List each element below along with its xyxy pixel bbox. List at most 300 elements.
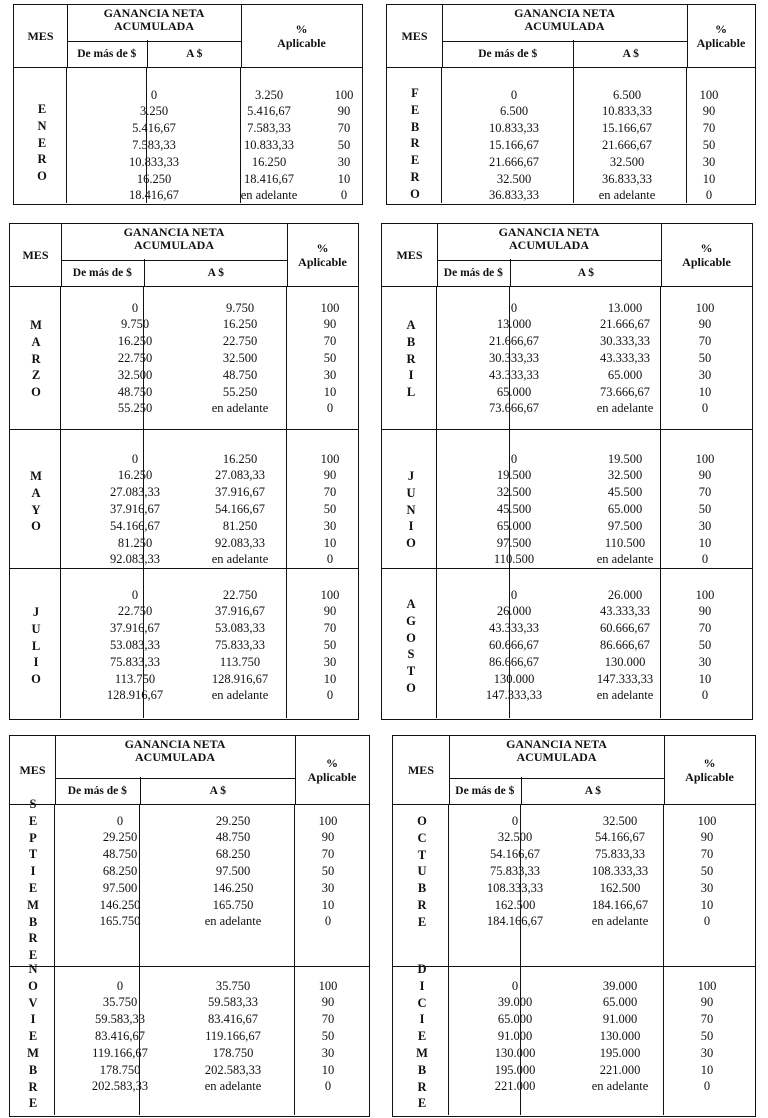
table-row [10, 913, 369, 930]
table-header [14, 5, 362, 68]
header-ganancia-title [437, 224, 661, 261]
porcentaje-value: 30 [323, 518, 337, 533]
hasta-value: en adelante [211, 401, 269, 416]
desde-value: 0 [511, 813, 519, 828]
table-row [10, 1028, 369, 1045]
header-mes: MES [10, 736, 56, 804]
desde-value: 75.833,33 [110, 654, 160, 669]
desde-value: 9.750 [120, 317, 150, 332]
ganancia-line1: GANANCIA NETA [514, 6, 615, 20]
desde-value: 19.500 [496, 468, 532, 483]
desde-value: 0 [150, 87, 158, 102]
month-letter: M [30, 469, 42, 483]
hasta-value: 5.416,67 [247, 104, 291, 119]
month-letter: T [406, 664, 416, 679]
porcentaje-value: 50 [323, 351, 337, 365]
porcentaje-value: 100 [699, 87, 719, 102]
desde-value: 81.250 [117, 535, 153, 550]
header-subcolumns [442, 40, 687, 67]
desde-value: 29.250 [102, 830, 138, 845]
tax-table [13, 4, 363, 205]
hasta-value: 37.916,67 [215, 604, 265, 619]
desde-value: 16.250 [117, 468, 153, 483]
pct-line2: Aplicable [685, 770, 734, 784]
header-ganancia [55, 736, 296, 804]
porcentaje-value: 10 [323, 384, 337, 399]
month-letter: B [417, 1062, 427, 1077]
header-mes: MES [382, 224, 438, 286]
porcentaje-value: 70 [698, 334, 712, 349]
porcentaje-value: 10 [323, 671, 337, 686]
hasta-value: en adelante [596, 688, 654, 703]
desde-value: 10.833,33 [129, 154, 179, 169]
porcentaje-value: 90 [321, 830, 335, 845]
month-letter: E [417, 1096, 427, 1111]
desde-value: 16.250 [117, 334, 153, 349]
table-row [14, 103, 362, 120]
table-row [382, 484, 752, 501]
desde-value: 162.500 [494, 897, 536, 912]
desde-value: 130.000 [494, 1045, 536, 1060]
desde-value: 130.000 [493, 671, 535, 686]
table-row [382, 501, 752, 518]
hasta-value: 10.833,33 [602, 104, 652, 119]
table-row [382, 316, 752, 333]
hasta-value: 75.833,33 [215, 638, 265, 652]
month-letter: E [28, 1096, 38, 1111]
table-row [393, 1078, 755, 1095]
tax-table [392, 735, 756, 1117]
month-letter: I [419, 1012, 425, 1027]
desde-value: 113.750 [114, 671, 156, 686]
table-row [382, 451, 752, 468]
porcentaje-value: 90 [323, 317, 337, 332]
hasta-value: 55.250 [222, 384, 258, 399]
hasta-value: 184.166,67 [591, 897, 649, 912]
table-row [10, 551, 358, 568]
month-letter: V [28, 995, 38, 1010]
hasta-value: 113.750 [219, 654, 261, 669]
hasta-value: 65.000 [607, 502, 643, 516]
desde-value: 75.833,33 [490, 864, 540, 878]
hasta-value: 54.166,67 [595, 830, 645, 845]
header-ganancia [61, 224, 288, 286]
table-row [10, 501, 358, 518]
porcentaje-value: 70 [321, 1012, 335, 1027]
month-letter: B [28, 914, 38, 929]
table-row [10, 1062, 369, 1079]
header-porcentaje [295, 736, 369, 804]
hasta-value: 39.000 [602, 978, 638, 993]
hasta-value: 54.166,67 [215, 502, 265, 516]
hasta-value: 92.083,33 [215, 535, 265, 550]
month-letter: E [28, 1029, 38, 1044]
month-letter: B [28, 1062, 38, 1077]
porcentaje-value: 70 [700, 1012, 714, 1027]
hasta-value: 86.666,67 [600, 638, 650, 652]
table-row [382, 367, 752, 384]
porcentaje-value: 30 [698, 654, 712, 669]
table-row [10, 518, 358, 535]
section-divider [10, 568, 358, 569]
hasta-value: 162.500 [599, 880, 641, 895]
month-letter: O [406, 680, 416, 695]
porcentaje-value: 90 [698, 317, 712, 332]
hasta-value: 16.250 [251, 154, 287, 169]
header-ganancia [442, 5, 688, 67]
porcentaje-value: 70 [702, 121, 716, 136]
hasta-value: 6.500 [612, 87, 642, 102]
porcentaje-value: 50 [700, 864, 714, 878]
header-desde: De más de $ [67, 40, 148, 67]
month-letter: E [410, 102, 420, 117]
desde-value: 119.166,67 [92, 1045, 148, 1060]
porcentaje-value: 100 [320, 300, 340, 315]
hasta-value: 178.750 [212, 1045, 254, 1060]
table-row [10, 333, 358, 350]
header-ganancia-title [61, 224, 287, 261]
pct-line1: % [703, 756, 716, 770]
porcentaje-value: 90 [698, 468, 712, 483]
porcentaje-value: 0 [703, 1079, 711, 1094]
desde-value: 15.166,67 [489, 138, 539, 152]
table-row [10, 671, 358, 688]
header-subcolumns [449, 777, 664, 804]
header-hasta: A $ [207, 266, 224, 279]
hasta-value: 48.750 [215, 830, 251, 845]
porcentaje-value: 90 [702, 104, 716, 119]
header-mes: MES [14, 5, 68, 67]
desde-value: 13.000 [496, 317, 532, 332]
header-porcentaje [287, 224, 358, 286]
desde-value: 45.500 [496, 502, 532, 516]
month-letter: R [31, 351, 41, 366]
table-row [10, 1045, 369, 1062]
porcentaje-value: 0 [326, 688, 334, 703]
month-letter: I [408, 368, 414, 383]
ganancia-line2: ACUMULADA [135, 750, 215, 764]
porcentaje-value: 30 [321, 1045, 335, 1060]
porcentaje-value: 50 [702, 138, 716, 152]
month-letter: O [417, 814, 427, 828]
pct-line2: Aplicable [298, 255, 347, 269]
desde-value: 97.500 [102, 880, 138, 895]
table-row [382, 637, 752, 654]
hasta-value: 195.000 [599, 1045, 641, 1060]
porcentaje-value: 70 [337, 121, 351, 136]
hasta-value: en adelante [596, 401, 654, 416]
section-divider [10, 429, 358, 430]
hasta-value: 18.416,67 [244, 171, 294, 186]
desde-value: 59.583,33 [95, 1012, 145, 1027]
desde-value: 0 [510, 587, 518, 602]
month-letter: R [410, 169, 420, 184]
desde-value: 5.416,67 [132, 121, 176, 136]
table-row [382, 620, 752, 637]
table-row [10, 846, 369, 863]
desde-value: 0 [511, 978, 519, 993]
porcentaje-value: 50 [698, 638, 712, 652]
hasta-value: 21.666,67 [602, 138, 652, 152]
hasta-value: 60.666,67 [600, 621, 650, 636]
desde-value: 32.500 [496, 171, 532, 186]
hasta-value: 32.500 [609, 154, 645, 169]
month-letter: A [31, 485, 41, 500]
table-row [14, 154, 362, 171]
hasta-value: 43.333,33 [600, 604, 650, 619]
porcentaje-value: 50 [321, 864, 335, 878]
table-row [393, 1045, 755, 1062]
table-header [10, 224, 358, 287]
hasta-value: 65.000 [602, 995, 638, 1010]
desde-value: 0 [510, 451, 518, 466]
header-ganancia-title [55, 736, 295, 779]
hasta-value: 16.250 [222, 317, 258, 332]
hasta-value: en adelante [204, 914, 262, 929]
table-row [14, 171, 362, 188]
desde-value: 108.333,33 [486, 880, 544, 895]
month-letter: B [410, 119, 420, 134]
month-letter: R [406, 351, 416, 366]
porcentaje-value: 10 [700, 897, 714, 912]
table-header [10, 736, 369, 805]
table-row [10, 1011, 369, 1028]
hasta-value: 32.500 [607, 468, 643, 483]
table-row [10, 897, 369, 914]
ganancia-line2: ACUMULADA [516, 750, 597, 764]
header-hasta: A $ [209, 784, 226, 797]
month-letter: M [27, 1045, 39, 1060]
porcentaje-value: 0 [326, 552, 334, 567]
porcentaje-value: 90 [700, 995, 714, 1010]
pct-line1: % [700, 241, 713, 255]
hasta-value: 53.083,33 [215, 621, 265, 636]
ganancia-line2: ACUMULADA [509, 238, 589, 252]
porcentaje-value: 50 [323, 638, 337, 652]
porcentaje-value: 90 [323, 604, 337, 619]
pct-line2: Aplicable [307, 770, 357, 784]
header-mes: MES [10, 224, 62, 286]
desde-value: 110.500 [493, 552, 535, 567]
porcentaje-value: 70 [321, 847, 335, 862]
hasta-value: 91.000 [602, 1012, 638, 1027]
table-row [387, 171, 755, 188]
table-row [387, 87, 755, 104]
desde-value: 48.750 [117, 384, 153, 399]
porcentaje-value: 30 [700, 1045, 714, 1060]
hasta-value: 19.500 [607, 451, 643, 466]
month-letter: N [37, 118, 47, 133]
porcentaje-value: 90 [698, 604, 712, 619]
table-row [10, 384, 358, 401]
tax-table [9, 735, 370, 1117]
hasta-value: en adelante [211, 552, 269, 567]
month-letter: R [37, 152, 47, 167]
desde-value: 6.500 [499, 104, 529, 119]
desde-value: 0 [131, 300, 139, 315]
header-mes: MES [387, 5, 443, 67]
table-row [10, 994, 369, 1011]
porcentaje-value: 10 [321, 1062, 335, 1077]
pct-line1: % [316, 241, 329, 255]
month-letter: C [417, 830, 427, 845]
hasta-value: 13.000 [607, 300, 643, 315]
desde-value: 221.000 [494, 1079, 536, 1094]
ganancia-line1: GANANCIA NETA [498, 225, 600, 239]
porcentaje-value: 0 [324, 914, 332, 929]
table-row [393, 846, 755, 863]
porcentaje-value: 0 [703, 914, 711, 929]
hasta-value: en adelante [240, 188, 298, 203]
table-row [10, 829, 369, 846]
desde-value: 165.750 [99, 914, 141, 929]
porcentaje-value: 70 [698, 485, 712, 500]
header-subcolumns [437, 259, 661, 286]
month-letter: A [406, 318, 416, 332]
header-desde: De más de $ [442, 40, 574, 67]
porcentaje-value: 0 [326, 401, 334, 416]
header-ganancia [449, 736, 665, 804]
porcentaje-value: 0 [705, 188, 713, 203]
hasta-value: 21.666,67 [600, 317, 650, 332]
desde-value: 43.333,33 [489, 367, 539, 382]
month-letter: U [31, 621, 41, 636]
desde-value: 32.500 [497, 830, 533, 845]
header-desde: De más de $ [449, 777, 522, 804]
table-row [393, 994, 755, 1011]
desde-value: 10.833,33 [489, 121, 539, 136]
hasta-value: 15.166,67 [602, 121, 652, 136]
header-porcentaje [661, 224, 752, 286]
porcentaje-value: 50 [700, 1029, 714, 1043]
header-ganancia-title [67, 5, 241, 42]
month-letter: M [416, 1045, 428, 1060]
month-letter: U [417, 864, 427, 879]
header-hasta: A $ [622, 47, 639, 60]
porcentaje-value: 0 [340, 188, 348, 203]
month-letter: E [410, 153, 420, 168]
porcentaje-value: 100 [320, 451, 340, 466]
porcentaje-value: 10 [698, 671, 712, 686]
hasta-value: 9.750 [225, 300, 255, 315]
hasta-value: en adelante [204, 1079, 262, 1094]
month-letter: F [411, 86, 419, 100]
hasta-value: 97.500 [215, 864, 251, 878]
table-row [393, 897, 755, 914]
month-letter: L [31, 638, 41, 653]
desde-value: 0 [116, 978, 124, 993]
porcentaje-value: 70 [323, 621, 337, 636]
table-row [393, 978, 755, 995]
porcentaje-value: 90 [337, 104, 351, 119]
month-letter: J [32, 605, 40, 619]
porcentaje-value: 50 [323, 502, 337, 516]
porcentaje-value: 30 [698, 518, 712, 533]
desde-value: 83.416,67 [95, 1029, 145, 1043]
desde-value: 128.916,67 [106, 688, 164, 703]
table-row [10, 316, 358, 333]
month-letter: O [31, 385, 41, 400]
porcentaje-value: 100 [695, 300, 715, 315]
table-row [393, 913, 755, 930]
desde-value: 32.500 [117, 367, 153, 382]
table-row [14, 87, 362, 104]
hasta-value: 48.750 [222, 367, 258, 382]
month-letter: R [417, 1079, 427, 1094]
porcentaje-value: 100 [334, 87, 354, 102]
header-subcolumns [55, 777, 295, 804]
table-row [382, 551, 752, 568]
desde-value: 37.916,67 [110, 502, 160, 516]
hasta-value: 130.000 [599, 1029, 641, 1043]
desde-value: 26.000 [496, 604, 532, 619]
month-letter: N [406, 502, 416, 517]
desde-value: 22.750 [117, 351, 153, 365]
porcentaje-value: 30 [323, 654, 337, 669]
hasta-value: 83.416,67 [208, 1012, 258, 1027]
tax-table [386, 4, 756, 205]
desde-value: 54.166,67 [490, 847, 540, 862]
month-letter: E [417, 914, 427, 929]
porcentaje-value: 10 [698, 535, 712, 550]
porcentaje-value: 50 [337, 138, 351, 152]
month-letter: O [31, 672, 41, 687]
porcentaje-value: 50 [698, 502, 712, 516]
pct-line2: Aplicable [682, 255, 731, 269]
desde-value: 21.666,67 [489, 334, 539, 349]
porcentaje-value: 10 [702, 171, 716, 186]
hasta-value: 128.916,67 [211, 671, 269, 686]
table-row [10, 603, 358, 620]
table-row [10, 587, 358, 604]
porcentaje-value: 0 [701, 401, 709, 416]
hasta-value: 30.333,33 [600, 334, 650, 349]
table-row [10, 535, 358, 552]
month-letter: M [27, 897, 39, 912]
table-row [382, 654, 752, 671]
month-letter: O [37, 169, 47, 184]
desde-value: 65.000 [496, 384, 532, 399]
porcentaje-value: 70 [700, 847, 714, 862]
hasta-value: 119.166,67 [205, 1029, 261, 1043]
hasta-value: 43.333,33 [600, 351, 650, 365]
desde-value: 178.750 [99, 1062, 141, 1077]
porcentaje-value: 70 [698, 621, 712, 636]
table-row [393, 880, 755, 897]
ganancia-line1: GANANCIA NETA [123, 225, 225, 239]
table-header [393, 736, 755, 805]
ganancia-line1: GANANCIA NETA [103, 6, 205, 20]
porcentaje-value: 0 [324, 1079, 332, 1094]
ganancia-line2: ACUMULADA [114, 19, 194, 33]
header-ganancia-title [449, 736, 664, 779]
pct-line1: % [715, 22, 727, 36]
porcentaje-value: 10 [337, 171, 351, 186]
porcentaje-value: 30 [700, 880, 714, 895]
desde-value: 65.000 [497, 1012, 533, 1027]
hasta-value: 32.500 [222, 351, 258, 365]
table-row [10, 367, 358, 384]
desde-value: 54.166,67 [110, 518, 160, 533]
header-ganancia-title [442, 5, 687, 42]
porcentaje-value: 0 [701, 688, 709, 703]
hasta-value: 36.833,33 [602, 171, 652, 186]
desde-value: 92.083,33 [110, 552, 160, 567]
month-letter: O [410, 186, 420, 201]
desde-value: 97.500 [496, 535, 532, 550]
desde-value: 0 [131, 587, 139, 602]
table-row [10, 1078, 369, 1095]
